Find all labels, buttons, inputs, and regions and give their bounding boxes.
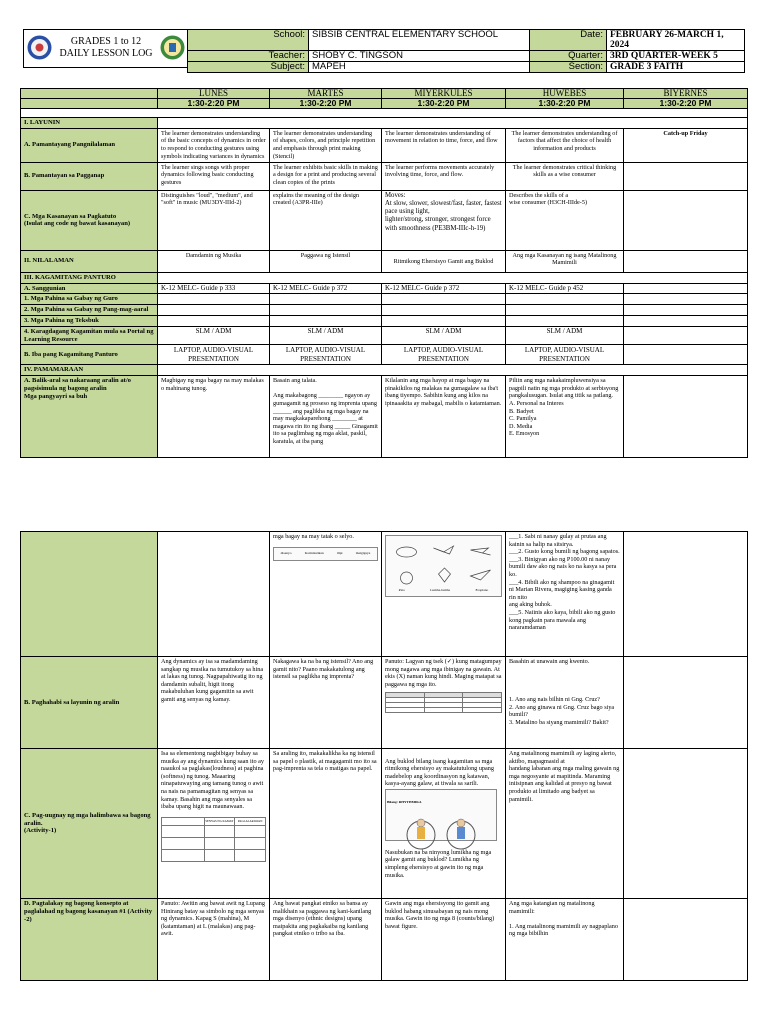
section-label: Section:: [530, 62, 607, 73]
hoop-kids-icon: [386, 815, 496, 855]
a-martes: The learner demonstrates understanding of shapes, colors, and principle repetition and emphasis through print making (Stencil): [270, 128, 382, 162]
a-miyerkules: The learner demonstrates understanding of movement in relation to time, force, and flow: [382, 128, 506, 162]
pagtalakay-martes: Ang bawat pangkat etniko sa bansa ay malikhain sa paggawa ng kani-kanilang mga disenyo (ethnic designs) upang maipakita ang pagkakaiba ng kanilang pangkat etniko o tribo sa iba.: [270, 899, 382, 981]
cont-huwebes: ___1. Sabi ni nanay gulay at prutas ang kainin sa halip na sitsirya. ___2. Gusto kong bumili ng bagong sapatos. ___3. Binigyan ako ng P100.00 ni nanay bumili daw ako ng nais ko na kasya sa pera ko. ___4. Bibili ako ng shampoo na ginagamit ni Marian Rivera, magiging kasing ganda rin nito ang aking buhok. ___5. Naiinis ako kaya, bibili ako ng gusto kong pagkain para mawala ang nararamdaman: [506, 532, 624, 657]
portal-lunes: SLM / ADM: [158, 326, 270, 345]
kagamitan-miyerkules: LAPTOP, AUDIO-VISUAL PRESENTATION: [382, 345, 506, 365]
date-label: Date:: [530, 30, 607, 51]
nilalaman-label: II. NILALAMAN: [21, 250, 158, 272]
b-miyerkules: The learner performs movements accurately involving time, force, and flow.: [382, 162, 506, 190]
pagtalakay-lunes: Panuto: Awitin ang bawat awit ng Lupang Hinirang batay sa simbolo ng mga senyas ng dynamics. Kapag S (mahina), M (katamtaman) at L (malakas) ang pag-awit.: [158, 899, 270, 981]
school-seal-icon: [160, 35, 185, 60]
checklist-table: [385, 692, 502, 713]
pahina-gabay-guro-label: 1. Mga Pahina sa Gabay ng Guro: [21, 294, 158, 305]
pag-uugnay-miyerkules: Ang buklod bilang isang kagamitan sa mga ritmikong ehersisyo ay makatutulong upang madebelop ang koordinasyon ng katawan, kasya-ayang galaw, at tiwala sa sarili. Nasubukan na ba ninyong lumikha ng mga galaw gamit ang buklod? Lumikha ng simpleng ehersisyo at gawin ito ng mga musika. Bilang: RHYTHMIKA: [382, 749, 506, 899]
word-bank-box: disenyo Karinlastikan ilipi maigigaya: [273, 547, 378, 561]
pag-uugnay-lunes: Isa sa elementong nagbibigay buhay sa musika ay ang dynamics kung saan ito ay naaukol sa paglakas(loudness) at paghina (softness) ng tunog. Maaaring ninapatuwaying ang tamang tunog o awit na nais na pamamagitan ng senyas sa kamay. Basahin ang mga senyales sa ibaba upang higit na maunawaan. SENYAS NG KAMAY PAGLALARAWAN: [158, 749, 270, 899]
b-lunes: The learner sings songs with proper dynamics following basic conducting gestures: [158, 162, 270, 190]
quarter-label: Quarter:: [530, 51, 607, 62]
date-value: FEBRUARY 26-MARCH 1, 2024: [607, 30, 745, 51]
hand-signs-table: SENYAS NG KAMAY PAGLALARAWAN: [161, 817, 266, 863]
paghahabi-huwebes: [506, 657, 624, 749]
balik-aral-label: A. Balik-aral sa nakaraang aralin at/o pagsisimula ng bagong aralin Mga pangyayri sa buh: [21, 376, 158, 458]
time-martes: 1:30-2:20 PM: [270, 99, 382, 109]
a-lunes: The learner demonstrates understanding of the basic concepts of dynamics in order to respond to conducting gestures using symbols indicating variances in dynamics: [158, 128, 270, 162]
c-martes: explains the meaning of the design created (A3PR-IIIe): [270, 190, 382, 250]
time-miyerkules: 1:30-2:20 PM: [382, 99, 506, 109]
time-lunes: 1:30-2:20 PM: [158, 99, 270, 109]
rhythmic-exercise-image: Bilang: RHYTHMIKA: [385, 789, 497, 841]
pagtalakay-huwebes: Ang mga katangian ng matalinong mamimili: 1. Ang matalinong mamimili ay nagpaplano ng mga bibilhin: [506, 899, 624, 981]
school-value: SIBSIB CENTRAL ELEMENTARY SCHOOL: [309, 30, 530, 51]
pag-uugnay-huwebes: Ang matalinong mamimili ay laging alerto, aktibo, mapagmasid at handang labanan ang mga maling gawain ng mga negosyante at mapitinda. Maraming iniisipnan ang kalidad at presyo ng bawat produkto at limitado ang badyet sa pamimili.: [506, 749, 624, 899]
lesson-table-continued: [20, 531, 748, 981]
day-martes: MARTES: [270, 89, 382, 99]
balik-aral-miyerkules: Kilalanin ang mga hayop at mga bagay na pinakikilos ng malakas na gumagalaw sa iba't ibang tiyempo. Sabihin kung ang kilos na ipinaaakita ay mabagal, mabilis o katamtaman.: [382, 376, 506, 458]
day-miyerkules: MIYERKULES: [382, 89, 506, 99]
sanggunian-label: A. Sanggunian: [21, 283, 158, 294]
paghahabi-label: B. Paghahabi sa layunin ng aralin: [21, 657, 158, 749]
teacher-label: Teacher:: [188, 51, 309, 62]
day-lunes: LUNES: [158, 89, 270, 99]
time-biyernes: 1:30-2:20 PM: [624, 99, 748, 109]
sanggunian-martes: K-12 MELC- Guide p 372: [270, 283, 382, 294]
b-huwebes: The learner demonstrates critical thinking skills as a wise consumer: [506, 162, 624, 190]
dll-title-box: [23, 29, 189, 68]
c-huwebes: Describes the skills of a wise consumer (H3CH-IIIde-5): [506, 190, 624, 250]
iba-pang-kagamitan-label: B. Iba pang Kagamitang Panturo: [21, 345, 158, 365]
pagtalakay-miyerkules: Gawin ang mga ehersisyong ito gamit ang buklod habang sinusabayan ng nais mong musika. Gawin ito ng mga 8 (counts/bilang) bawat figure.: [382, 899, 506, 981]
balik-aral-huwebes: Piliin ang mga nakakaimpluwensiya sa pagpili natin ng mga produkto at serbisyong pangkalusugan. Isulat ang titik sa patlang. A. Personal na Interes B. Badyet C. Pamilya D. Media E. Emosyon: [506, 376, 624, 458]
sanggunian-huwebes: K-12 MELC- Guide p 452: [506, 283, 624, 294]
title-dll: DAILY LESSON LOG: [59, 48, 153, 59]
portal-miyerkules: SLM / ADM: [382, 326, 506, 345]
sanggunian-miyerkules: K-12 MELC- Guide p 372: [382, 283, 506, 294]
nilalaman-lunes: Damdamin ng Musika: [158, 250, 270, 272]
section-value: GRADE 3 FAITH: [607, 62, 745, 73]
layunin-label: I. LAYUNIN: [21, 118, 158, 129]
subject-label: Subject:: [188, 62, 309, 73]
pag-uugnay-label: C. Pag-uugnay ng mga halimbawa sa bagong aralin. (Activity-1): [21, 749, 158, 899]
pag-uugnay-martes: Sa araling ito, makakalikha ka ng istensil sa papel o plastik, at magagamit mo ito sa pag-imprenta sa tela o matigas na papel.: [270, 749, 382, 899]
pagtalakay-label: D. Pagtalakay ng bagong konsepto at paglalahad ng bagong kasanayan #1 (Activity -2): [21, 899, 158, 981]
kagamitan-lunes: LAPTOP, AUDIO-VISUAL PRESENTATION: [158, 345, 270, 365]
time-huwebes: 1:30-2:20 PM: [506, 99, 624, 109]
quarter-value: 3RD QUARTER-WEEK 5: [607, 51, 745, 62]
karagdagang-kagamitan-label: 4. Karagdagang Kagamitan mula sa Portal ng Learning Resource: [21, 326, 158, 345]
teacher-value: SHOBY C. TINGSON: [309, 51, 530, 62]
nilalaman-martes: Paggawa ng Istensil: [270, 250, 382, 272]
kasanayan-label: C. Mga Kasanayan sa Pagkatuto (Isulat ang code ng bawat kasanayan): [21, 190, 158, 250]
pahina-teksbuk-label: 3. Mga Pahina ng Teksbuk: [21, 315, 158, 326]
deped-seal-icon: [27, 35, 52, 60]
portal-huwebes: SLM / ADM: [506, 326, 624, 345]
kagamitan-label: III. KAGAMITANG PANTURO: [21, 272, 158, 283]
portal-martes: SLM / ADM: [270, 326, 382, 345]
a-biyernes: Catch-up Friday: [624, 128, 748, 162]
nilalaman-miyerkules: Ritmikong Ehersisyo Gamit ang Buklod: [382, 250, 506, 272]
school-label: School:: [188, 30, 309, 51]
story-questions: Basahin at unawain ang kwento. 1. Ano ang nais bilhin ni Gng. Cruz? 2. Ano ang ginawa ni Gng. Cruz bago siya bumili? 3. Matalino ba siyang mamimili? Bakit?: [509, 658, 615, 726]
a-huwebes: The learner demonstrates understanding of factors that affect the choice of health information and products: [506, 128, 624, 162]
pamantayang-pangnilalaman-label: A. Pamantayang Pangnilalaman: [21, 128, 158, 162]
pamamaraan-label: IV. PAMAMARAAN: [21, 365, 158, 376]
pahina-mag-aaral-label: 2. Mga Pahina sa Gabay ng Pang-mag-aaral: [21, 305, 158, 316]
cont-martes: mga bagay na may tatak o selyo. disenyo Karinlastikan ilipi maigigaya: [270, 532, 382, 657]
corner-cell: [21, 89, 158, 99]
sanggunian-lunes: K-12 MELC- Guide p 333: [158, 283, 270, 294]
day-biyernes: BIYERNES: [624, 89, 748, 99]
b-martes: The learner exhibits basic skills in making a design for a print and producing several clean copies of the prints: [270, 162, 382, 190]
subject-value: MAPEH: [309, 62, 530, 73]
pamantayan-sa-pagganap-label: B. Pamantayan sa Pagganap: [21, 162, 158, 190]
balik-aral-lunes: Magbigay ng mga bagay na may malakas o mahinang tunog.: [158, 376, 270, 458]
cont-miyerkules: [382, 532, 506, 657]
day-huwebes: HUWEBES: [506, 89, 624, 99]
animal-pictures: Pato Lumba-lumba Eroplano: [385, 535, 502, 597]
kagamitan-huwebes: LAPTOP, AUDIO-VISUAL PRESENTATION: [506, 345, 624, 365]
nilalaman-huwebes: Ang mga Kasanayan ng isang Matalinong Mamimili: [506, 250, 624, 272]
paghahabi-miyerkules: Panuto: Lagyan ng tsek (✓) kung matagumpay mong nagawa ang mga ibinigay na gawain. At ekis (X) naman kung hindi. Maging matapat sa paggawa ng mga ito.: [382, 657, 506, 749]
c-miyerkules: Moves: At slow, slower, slowest/fast, faster, fastest pace using light, lighter/strong, stronger, strongest force with smoothness (PE3BM-IIIc-h-19): [382, 190, 506, 250]
title-grades: GRADES 1 to 12: [70, 36, 142, 47]
kagamitan-martes: LAPTOP, AUDIO-VISUAL PRESENTATION: [270, 345, 382, 365]
paghahabi-martes: Nakagawa ka na ba ng istensil? Ano ang gamit nito? Paano makakatulong ang istensil sa paglikha ng imprenta?: [270, 657, 382, 749]
c-lunes: Distinguishes "loud", "medium", and "soft" in music (MU3DY-IIId-2): [158, 190, 270, 250]
paghahabi-lunes: Ang dynamics ay isa sa madamdaming sangkap ng musika na tumutukoy sa hina at lakas ng tunog. Nagpapahiwatig ito ng damdamin subalit, higit itong makabuluhan kung gagamitin sa awit gamit ang senyas ng kamay.: [158, 657, 270, 749]
header-table: [187, 29, 745, 73]
balik-aral-martes: Basain ang talata. Ang makabagong ________ ngayon ay gumagamit ng proseso ng imprenta upang ______ ang paglikha ng mga bagay na may magkakaparehong ________ at magawa rin ito ng ibang _____ Ginagamit ito sa paglimbag ng mga aklat, paskil, karatula, at iba pang: [270, 376, 382, 458]
lesson-table: [20, 88, 748, 458]
